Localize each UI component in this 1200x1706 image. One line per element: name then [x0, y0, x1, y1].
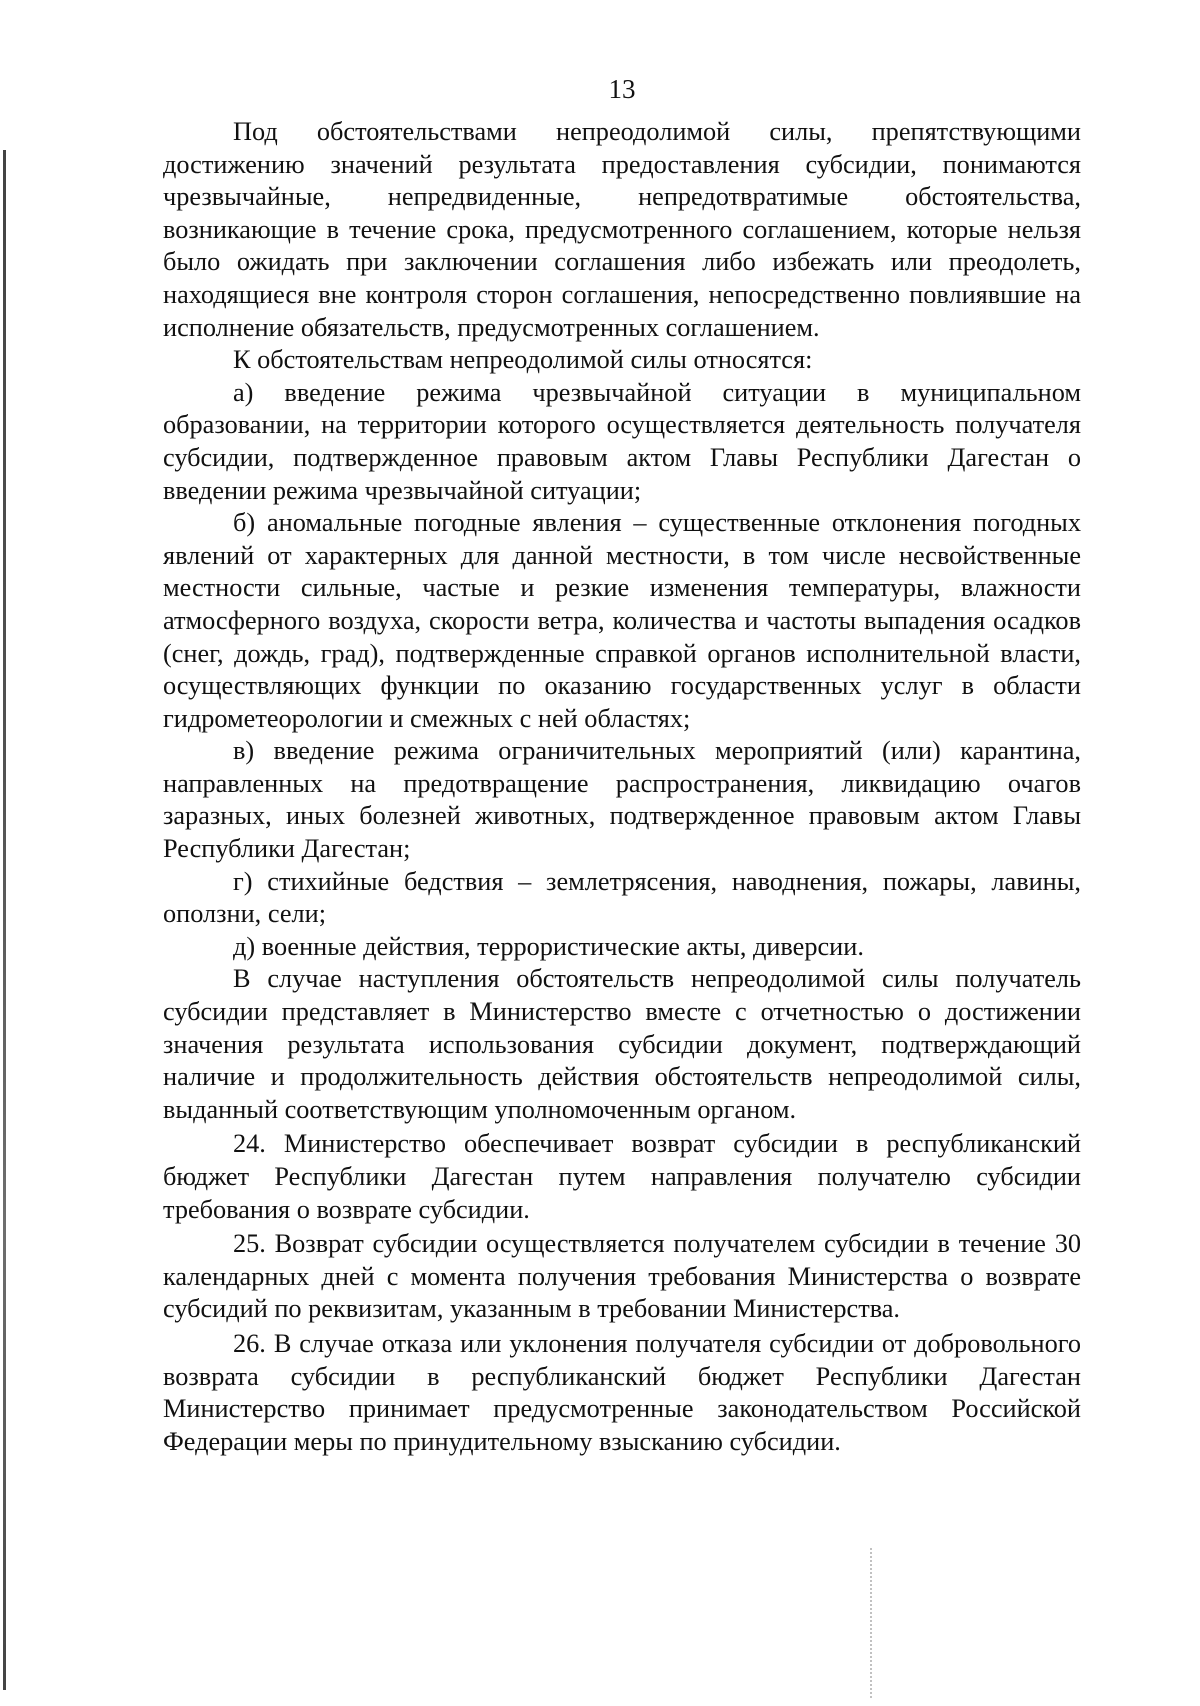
scan-edge-shadow	[3, 150, 6, 1690]
list-item-v: в) введение режима ограничительных мероприятий (или) карантина, направленных на предотвращение распространения, ликвидацию очагов заразных, иных болезней животных, подтвержденное правовым актом Главы Республики Дагестан;	[163, 736, 1081, 864]
document-body	[163, 116, 1081, 1458]
paragraph-force-majeure-list-intro: К обстоятельствам непреодолимой силы относятся:	[233, 345, 813, 375]
list-item-d: д) военные действия, террористические акты, диверсии.	[233, 931, 864, 961]
list-item-b: б) аномальные погодные явления – существенные отклонения погодных явлений от характерных для данной местности, в том числе несвойственные местности сильные, частые и резкие изменения температуры, влажности атмосферного воздуха, скорости ветра, количества и частоты выпадения осадков (снег, дождь, град), подтвержденные справкой органов исполнительной власти, осуществляющих функции по оказанию государственных услуг в области гидрометеорологии и смежных с ней областях;	[163, 508, 1081, 733]
clause-24: 24. Министерство обеспечивает возврат субсидии в республиканский бюджет Республики Дагестан путем направления получателю субсидии требования о возврате субсидии.	[163, 1129, 1081, 1224]
clause-26: 26. В случае отказа или уклонения получателя субсидии от добровольного возврата субсидии в республиканский бюджет Республики Дагестан Министерство принимает предусмотренные законодательством Российской Федерации меры по принудительному взысканию субсидии.	[163, 1328, 1081, 1456]
scan-artifact-marks	[870, 1548, 876, 1698]
paragraph-force-majeure-documents: В случае наступления обстоятельств непреодолимой силы получатель субсидии представляет в Министерство вместе с отчетностью о достижении значения результата использования субсидии документ, подтверждающий наличие и продолжительность действия обстоятельств непреодолимой силы, выданный соответствующим уполномоченным органом.	[163, 964, 1081, 1124]
page-number: 13	[608, 74, 636, 104]
list-item-a: а) введение режима чрезвычайной ситуации в муниципальном образовании, на территории которого осуществляется деятельность получателя субсидии, подтвержденное правовым актом Главы Республики Дагестан о введении режима чрезвычайной ситуации;	[163, 377, 1081, 505]
list-item-g: г) стихийные бедствия – землетрясения, наводнения, пожары, лавины, оползни, сели;	[163, 866, 1081, 929]
clause-25: 25. Возврат субсидии осуществляется получателем субсидии в течение 30 календарных дней с момента получения требования Министерства о возврате субсидий по реквизитам, указанным в требовании Министерства.	[163, 1229, 1081, 1324]
paragraph-force-majeure-definition: Под обстоятельствами непреодолимой силы, препятствующими достижению значений результата предоставления субсидии, понимаются чрезвычайные, непредвиденные, непредотвратимые обстоятельства, возникающие в течение срока, предусмотренного соглашением, которые нельзя было ожидать при заключении соглашения либо избежать или преодолеть, находящиеся вне контроля сторон соглашения, непосредственно повлиявшие на исполнение обязательств, предусмотренных соглашением.	[163, 117, 1081, 342]
